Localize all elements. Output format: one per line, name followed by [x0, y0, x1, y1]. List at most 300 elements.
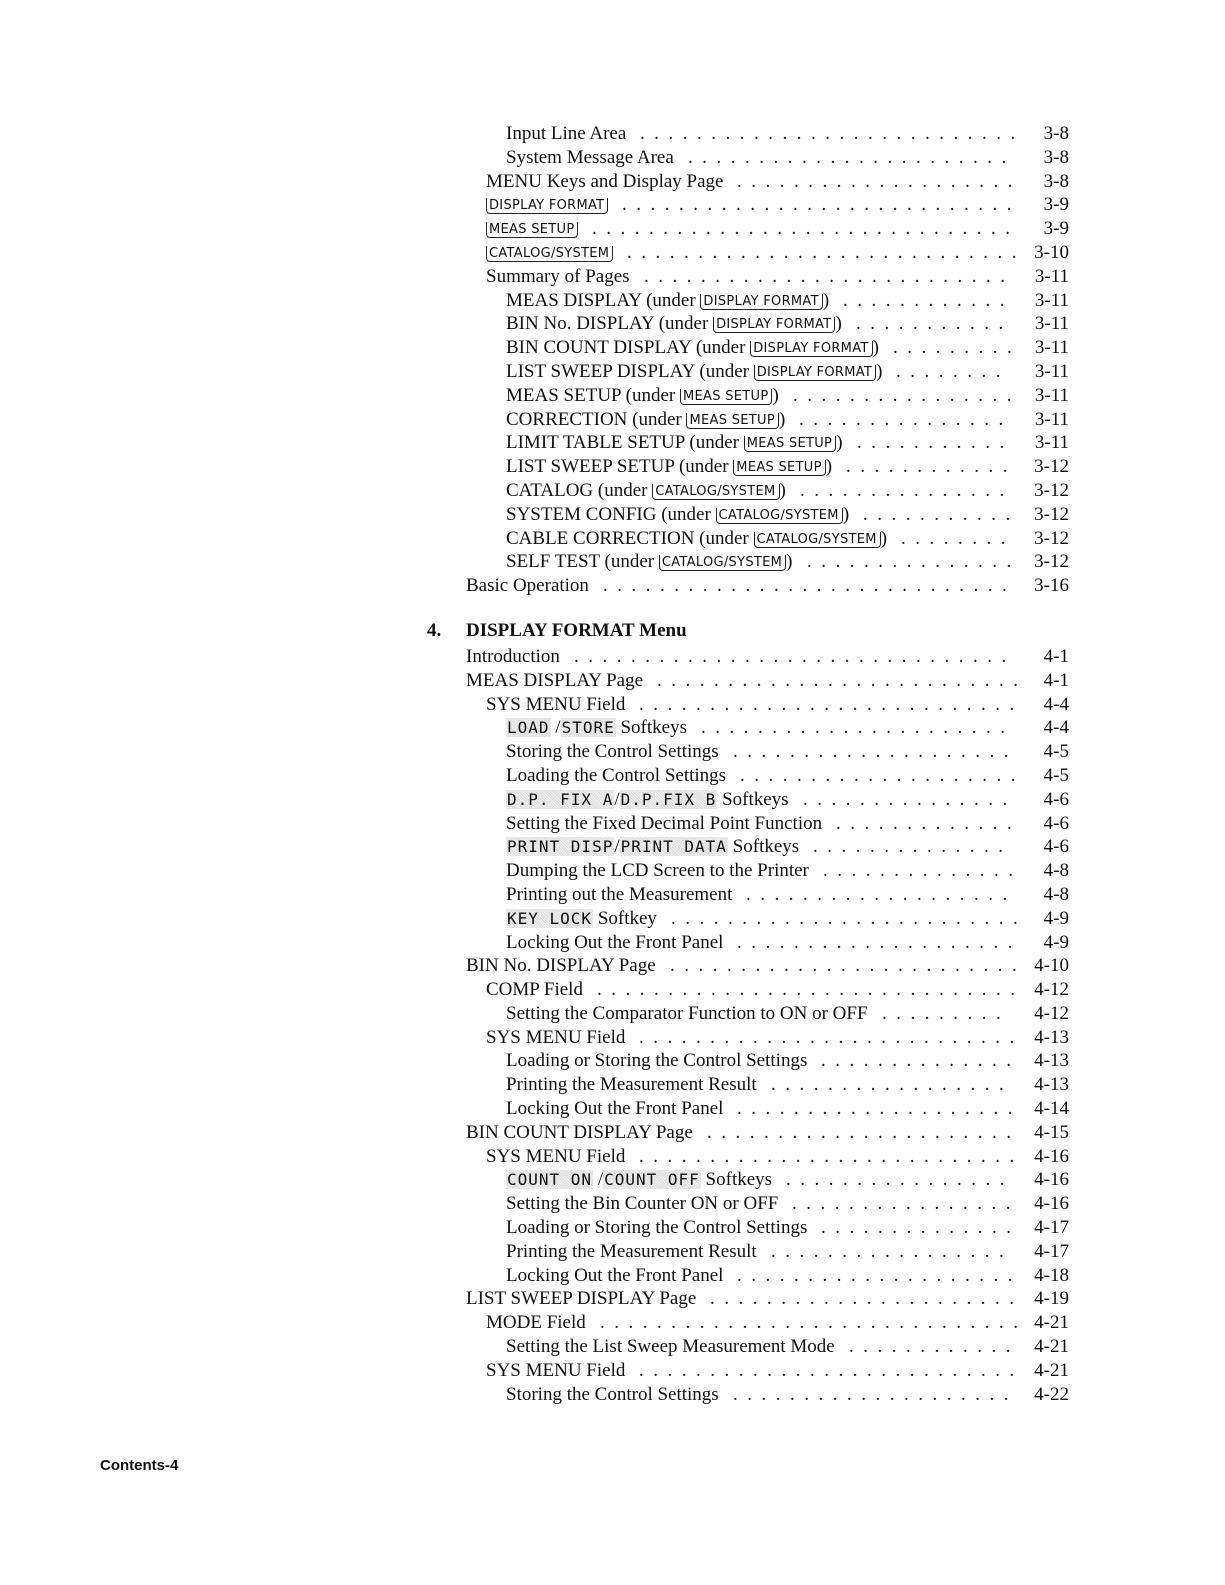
softkey-label: STORE — [561, 718, 615, 738]
hardkey-label: CATALOG/SYSTEM — [716, 508, 843, 524]
toc-entry-text: SYS MENU Field — [486, 1359, 626, 1381]
dot-leader: ........ — [901, 527, 1015, 549]
dot-leader: ............... — [807, 551, 1021, 573]
toc-entry-title — [506, 289, 829, 313]
toc-entry-title — [506, 931, 723, 955]
toc-entry — [0, 479, 1225, 503]
toc-entry-title — [506, 550, 793, 574]
toc-entry-text: Storing the Control Settings — [506, 741, 719, 763]
toc-page-number: 3-8 — [1043, 146, 1069, 168]
toc-entry-title — [486, 1311, 586, 1335]
dot-leader: .............. — [823, 860, 1023, 882]
toc-page-number: 3-9 — [1043, 218, 1069, 240]
toc-page-number: 4-9 — [1043, 907, 1069, 929]
toc-entry-text: BIN No. DISPLAY (under — [506, 313, 714, 335]
toc-entry — [0, 1026, 1225, 1050]
toc-entry-text: Setting the Bin Counter ON or OFF — [506, 1193, 779, 1215]
toc-page-number: 4-5 — [1043, 741, 1069, 763]
toc-entry — [0, 527, 1225, 551]
toc-entry-title — [506, 1192, 778, 1216]
toc-entry-text: ) — [772, 384, 779, 406]
toc-entry-text: COMP Field — [486, 979, 583, 1001]
toc-entry-text: Summary of Pages — [486, 265, 630, 287]
dot-leader: ........... — [857, 432, 1014, 454]
toc-entry-text: Setting the Fixed Decimal Point Function — [506, 812, 823, 834]
page-footer-label: Contents-4 — [100, 1457, 179, 1474]
toc-entry — [0, 241, 1225, 265]
toc-entry — [0, 1121, 1225, 1145]
toc-entry-title — [466, 1287, 696, 1311]
toc-entry — [0, 669, 1225, 693]
softkey-label: COUNT OFF — [604, 1170, 700, 1190]
dot-leader: ................ — [792, 1193, 1020, 1215]
toc-entry-title — [506, 431, 843, 455]
toc-entry-title — [506, 503, 849, 527]
dot-leader: ............ — [849, 1336, 1020, 1358]
toc-entry-text: BIN COUNT DISPLAY Page — [466, 1121, 693, 1143]
toc-entry-text: Softkeys — [727, 836, 800, 858]
toc-entry — [0, 693, 1225, 717]
toc-entry — [0, 455, 1225, 479]
toc-section-chapter-3-continued — [0, 122, 1225, 598]
toc-page-number: 4-21 — [1034, 1312, 1069, 1334]
toc-entry — [0, 146, 1225, 170]
toc-page-number: 3-11 — [1034, 360, 1069, 382]
toc-entry-title — [506, 1002, 868, 1026]
toc-entry-title — [486, 193, 608, 217]
toc-entry-title — [506, 812, 822, 836]
toc-page-number: 3-11 — [1034, 265, 1069, 287]
dot-leader: ............... — [800, 479, 1014, 501]
toc-entry — [0, 574, 1225, 598]
dot-leader: ......................... — [670, 955, 1027, 977]
hardkey-label: DISPLAY FORMAT — [486, 198, 608, 214]
dot-leader: .................... — [740, 764, 1025, 786]
toc-entry-text: / — [614, 836, 620, 858]
toc-entry-text: LIMIT TABLE SETUP (under — [506, 432, 744, 454]
toc-page-number: 3-12 — [1034, 527, 1069, 549]
toc-entry-title — [506, 1335, 835, 1359]
dot-leader: .............. — [813, 836, 1013, 858]
toc-entry — [0, 289, 1225, 313]
dot-leader: ......... — [882, 1002, 1011, 1024]
toc-entry — [0, 1216, 1225, 1240]
toc-page-number: 4-13 — [1034, 1026, 1069, 1048]
toc-entry — [0, 122, 1225, 146]
toc-entry — [0, 1145, 1225, 1169]
softkey-label: D.P.FIX B — [620, 789, 717, 809]
dot-leader: .............. — [821, 1217, 1021, 1239]
toc-page-number: 3-11 — [1034, 432, 1069, 454]
dot-leader: .............................. — [597, 979, 1025, 1001]
toc-entry-title — [486, 693, 625, 717]
toc-entry — [0, 835, 1225, 859]
hardkey-label: CATALOG/SYSTEM — [659, 555, 786, 571]
toc-entry-title — [506, 1264, 723, 1288]
toc-entry-text: BIN COUNT DISPLAY (under — [506, 337, 751, 359]
toc-entry-text: MEAS SETUP (under — [506, 384, 680, 406]
toc-page-number: 4-13 — [1034, 1074, 1069, 1096]
toc-page-number: 4-18 — [1034, 1264, 1069, 1286]
toc-entry-text: LIST SWEEP DISPLAY Page — [466, 1288, 697, 1310]
toc-entry — [0, 788, 1225, 812]
softkey-label: LOAD — [507, 718, 550, 738]
toc-page-number: 4-14 — [1034, 1098, 1069, 1120]
toc-entry — [0, 764, 1225, 788]
toc-entry-text: ) — [872, 337, 879, 359]
toc-entry-title — [506, 835, 799, 859]
toc-entry-text: Softkeys — [717, 788, 789, 810]
toc-entry — [0, 1073, 1225, 1097]
toc-entry-title — [486, 1359, 625, 1383]
hardkey-label: MEAS SETUP — [733, 460, 825, 476]
toc-entry-title — [506, 336, 879, 360]
dot-leader: .............................. — [592, 218, 1020, 240]
toc-entry-text: Softkeys — [615, 717, 687, 739]
hardkey-label: MEAS SETUP — [680, 389, 772, 405]
toc-entry — [0, 931, 1225, 955]
toc-entry-title — [466, 574, 589, 598]
toc-page-number: 4-6 — [1043, 812, 1069, 834]
dot-leader: ................ — [786, 1169, 1014, 1191]
toc-page-number: 4-16 — [1034, 1169, 1069, 1191]
dot-leader: ............. — [836, 812, 1022, 834]
toc-entry-title — [506, 408, 785, 432]
dot-leader: .................... — [737, 931, 1022, 953]
toc-page-number: 3-11 — [1034, 313, 1069, 335]
table-of-contents — [0, 122, 1225, 1406]
softkey-label: PRINT DATA — [620, 837, 727, 857]
toc-page-number: 4-12 — [1034, 979, 1069, 1001]
toc-entry-text: SYS MENU Field — [486, 1026, 626, 1048]
hardkey-label: MEAS SETUP — [686, 413, 778, 429]
toc-entry — [0, 859, 1225, 883]
dot-leader: ................ — [793, 384, 1021, 406]
toc-entry — [0, 384, 1225, 408]
toc-entry-title — [486, 241, 613, 265]
toc-entry-title — [506, 1168, 772, 1192]
toc-entry — [0, 1192, 1225, 1216]
toc-entry-text: SYSTEM CONFIG (under — [506, 503, 716, 525]
toc-entry — [0, 170, 1225, 194]
toc-entry-title — [506, 146, 674, 170]
chapter-title: DISPLAY FORMAT Menu — [466, 619, 687, 641]
toc-page-number: 4-17 — [1034, 1217, 1069, 1239]
toc-page-number: 4-17 — [1034, 1240, 1069, 1262]
toc-entry-text: Introduction — [466, 645, 560, 667]
dot-leader: ........................... — [639, 1359, 1024, 1381]
toc-entry — [0, 954, 1225, 978]
dot-leader: .................... — [737, 1098, 1022, 1120]
toc-entry-title — [506, 1383, 719, 1407]
toc-entry-text: MEAS DISPLAY Page — [466, 669, 644, 691]
toc-entry-title — [506, 360, 882, 384]
dot-leader: ................. — [771, 1074, 1014, 1096]
toc-entry-text: ) — [779, 479, 786, 501]
toc-entry-text: Dumping the LCD Screen to the Printer — [506, 860, 809, 882]
toc-page-number: 4-5 — [1043, 764, 1069, 786]
toc-entry-text: Loading the Control Settings — [506, 764, 727, 786]
toc-entry-text: Printing the Measurement Result — [506, 1240, 757, 1262]
toc-entry — [0, 1264, 1225, 1288]
dot-leader: .......................... — [644, 265, 1015, 287]
toc-entry-text: ) — [876, 360, 883, 382]
toc-entry — [0, 1168, 1225, 1192]
dot-leader: .................... — [737, 1264, 1022, 1286]
toc-entry — [0, 1049, 1225, 1073]
toc-page-number: 3-12 — [1034, 503, 1069, 525]
dot-leader: ................... — [746, 883, 1017, 905]
toc-entry-text: CATALOG (under — [506, 479, 653, 501]
toc-entry — [0, 978, 1225, 1002]
toc-entry-title — [486, 217, 578, 241]
toc-entry-text: Input Line Area — [506, 123, 627, 144]
toc-entry-text: Setting the Comparator Function to ON or OFF — [506, 1002, 868, 1024]
dot-leader: .......................... — [657, 669, 1028, 691]
toc-entry-title — [486, 1145, 625, 1169]
toc-entry-text: System Message Area — [506, 146, 674, 168]
toc-page-number: 4-12 — [1034, 1002, 1069, 1024]
toc-entry — [0, 1311, 1225, 1335]
toc-entry — [0, 217, 1225, 241]
toc-entry-text: BIN No. DISPLAY Page — [466, 955, 656, 977]
toc-page-number: 3-11 — [1034, 384, 1069, 406]
hardkey-label: DISPLAY FORMAT — [750, 341, 872, 357]
hardkey-label: CATALOG/SYSTEM — [486, 246, 613, 262]
dot-leader: ............... — [803, 788, 1017, 810]
toc-entry — [0, 740, 1225, 764]
toc-entry-title — [506, 883, 732, 907]
toc-section-chapter-4 — [0, 645, 1225, 1407]
toc-entry-title — [506, 740, 719, 764]
toc-entry — [0, 312, 1225, 336]
toc-entry-title — [486, 265, 630, 289]
toc-entry-title — [466, 1121, 693, 1145]
toc-page-number: 4-4 — [1043, 717, 1069, 739]
toc-page-number: 4-21 — [1034, 1336, 1069, 1358]
toc-page-number: 4-4 — [1043, 693, 1069, 715]
toc-page-number: 4-16 — [1034, 1145, 1069, 1167]
toc-page-number: 4-8 — [1043, 883, 1069, 905]
dot-leader: ......................... — [671, 907, 1028, 929]
toc-page-number: 4-16 — [1034, 1193, 1069, 1215]
dot-leader: ............ — [846, 456, 1017, 478]
toc-page-number: 4-15 — [1034, 1121, 1069, 1143]
toc-entry-text: Locking Out the Front Panel — [506, 1098, 724, 1120]
dot-leader: .................... — [733, 1383, 1018, 1405]
toc-page-number: 3-9 — [1043, 194, 1069, 216]
dot-leader: ............................... — [574, 645, 1016, 667]
toc-entry — [0, 336, 1225, 360]
toc-entry-title — [506, 1049, 807, 1073]
toc-entry-text: Locking Out the Front Panel — [506, 1264, 724, 1286]
dot-leader: ...................... — [701, 717, 1015, 739]
dot-leader: ............................ — [627, 241, 1026, 263]
toc-entry — [0, 812, 1225, 836]
dot-leader: ........ — [896, 360, 1010, 382]
toc-page-number: 4-6 — [1043, 788, 1069, 810]
dot-leader: ...................... — [707, 1121, 1021, 1143]
toc-entry-title — [506, 455, 832, 479]
toc-entry-text: / — [593, 1169, 604, 1191]
toc-page-number: 4-1 — [1043, 645, 1069, 667]
toc-page-number: 4-9 — [1043, 931, 1069, 953]
toc-entry-text: Softkeys — [700, 1169, 773, 1191]
toc-entry-title — [506, 1240, 757, 1264]
toc-entry-text: SYS MENU Field — [486, 1145, 626, 1167]
toc-entry — [0, 550, 1225, 574]
toc-entry-text: Setting the List Sweep Measurement Mode — [506, 1336, 835, 1358]
toc-entry — [0, 716, 1225, 740]
toc-entry-title — [466, 645, 560, 669]
chapter-heading — [0, 620, 1225, 645]
toc-entry-text: CORRECTION (under — [506, 408, 687, 430]
toc-entry-text: ) — [825, 456, 833, 478]
toc-entry-text: SYS MENU Field — [486, 693, 626, 715]
toc-entry-title — [486, 1026, 625, 1050]
toc-entry — [0, 645, 1225, 669]
toc-entry-text: ) — [836, 432, 843, 454]
toc-entry-text: Storing the Control Settings — [506, 1383, 719, 1405]
dot-leader: ............................ — [622, 194, 1021, 216]
toc-page-number: 3-12 — [1034, 479, 1069, 501]
toc-entry-text: ) — [778, 408, 786, 430]
dot-leader: ........................... — [639, 1026, 1024, 1048]
toc-page-number: 4-8 — [1043, 860, 1069, 882]
toc-page-number: 4-10 — [1034, 955, 1069, 977]
toc-page-number: 3-8 — [1043, 123, 1069, 144]
toc-entry — [0, 408, 1225, 432]
softkey-label: COUNT ON — [507, 1170, 593, 1190]
toc-entry-text: Printing out the Measurement — [506, 883, 733, 905]
toc-entry-title — [486, 978, 583, 1002]
toc-entry — [0, 1359, 1225, 1383]
toc-entry — [0, 1287, 1225, 1311]
hardkey-label: DISPLAY FORMAT — [700, 294, 822, 310]
toc-entry-title — [506, 1073, 757, 1097]
dot-leader: ........... — [856, 313, 1013, 335]
toc-entry-text: MODE Field — [486, 1312, 586, 1334]
toc-entry-title — [486, 170, 723, 194]
dot-leader: ............ — [843, 289, 1014, 311]
toc-entry-title — [506, 907, 657, 931]
hardkey-label: DISPLAY FORMAT — [713, 317, 835, 333]
toc-entry-text: / — [614, 788, 620, 810]
toc-entry-text: ) — [822, 289, 830, 311]
toc-entry — [0, 1240, 1225, 1264]
softkey-label: PRINT DISP — [507, 837, 614, 857]
toc-entry-text: LIST SWEEP SETUP (under — [506, 456, 734, 478]
toc-page-number: 3-8 — [1043, 170, 1069, 192]
toc-entry-title — [466, 954, 656, 978]
toc-entry-title — [506, 1216, 807, 1240]
dot-leader: ............... — [799, 408, 1013, 430]
toc-entry-text: MENU Keys and Display Page — [486, 170, 724, 192]
toc-entry-text: Softkey — [593, 907, 657, 929]
toc-entry — [0, 883, 1225, 907]
toc-entry-text: Loading or Storing the Control Settings — [506, 1217, 808, 1239]
dot-leader: .............. — [821, 1050, 1021, 1072]
toc-entry-title — [506, 312, 842, 336]
toc-page-number: 4-1 — [1043, 669, 1069, 691]
toc-entry — [0, 1002, 1225, 1026]
toc-page-number: 3-12 — [1034, 456, 1069, 478]
toc-entry — [0, 265, 1225, 289]
hardkey-label: CATALOG/SYSTEM — [652, 484, 779, 500]
dot-leader: ........... — [863, 503, 1020, 525]
dot-leader: ................. — [771, 1240, 1014, 1262]
toc-entry — [0, 1383, 1225, 1407]
toc-entry-text: Locking Out the Front Panel — [506, 931, 724, 953]
hardkey-label: MEAS SETUP — [744, 436, 836, 452]
toc-entry-text: ) — [842, 503, 850, 525]
toc-page-number: 3-12 — [1034, 551, 1069, 573]
toc-page-number: 3-16 — [1034, 575, 1069, 597]
dot-leader: ........................... — [639, 1145, 1024, 1167]
toc-entry-title — [506, 384, 779, 408]
toc-entry-text: ) — [835, 313, 842, 335]
toc-entry — [0, 360, 1225, 384]
toc-entry-text: CABLE CORRECTION (under — [506, 527, 754, 549]
toc-entry-text: LIST SWEEP DISPLAY (under — [506, 360, 754, 382]
toc-entry — [0, 193, 1225, 217]
toc-entry-title — [506, 479, 786, 503]
toc-page-number: 4-21 — [1034, 1359, 1069, 1381]
toc-entry-title — [506, 716, 687, 740]
toc-entry-text: Basic Operation — [466, 575, 589, 597]
toc-entry — [0, 503, 1225, 527]
toc-entry-title — [506, 527, 887, 551]
toc-entry-title — [506, 1097, 723, 1121]
toc-entry — [0, 907, 1225, 931]
toc-entry-title — [466, 669, 643, 693]
dot-leader: .................... — [733, 741, 1018, 763]
softkey-label: KEY LOCK — [507, 908, 593, 928]
toc-page-number: 4-13 — [1034, 1050, 1069, 1072]
toc-entry — [0, 1097, 1225, 1121]
toc-page-number: 4-6 — [1043, 836, 1069, 858]
toc-page-number: 4-22 — [1034, 1383, 1069, 1405]
dot-leader: ........................... — [639, 693, 1024, 715]
toc-entry-title — [506, 764, 726, 788]
chapter-number: 4. — [427, 619, 442, 641]
toc-entry-text: Printing the Measurement Result — [506, 1074, 757, 1096]
toc-entry-text: ) — [880, 527, 888, 549]
dot-leader: ........................... — [640, 123, 1025, 144]
hardkey-label: DISPLAY FORMAT — [754, 365, 876, 381]
toc-entry-text: SELF TEST (under — [506, 551, 659, 573]
toc-page-number: 4-19 — [1034, 1288, 1069, 1310]
dot-leader: .............................. — [600, 1312, 1028, 1334]
toc-entry — [0, 1335, 1225, 1359]
toc-entry-text: Loading or Storing the Control Settings — [506, 1050, 808, 1072]
toc-page-number: 3-10 — [1034, 241, 1069, 263]
toc-entry-text: ) — [786, 551, 793, 573]
toc-entry-text: MEAS DISPLAY (under — [506, 289, 701, 311]
toc-entry — [0, 431, 1225, 455]
toc-page-number: 3-11 — [1034, 408, 1069, 430]
dot-leader: ............................. — [603, 575, 1017, 597]
toc-entry-title — [506, 859, 809, 883]
toc-entry-title — [506, 788, 789, 812]
dot-leader: ....................... — [688, 146, 1016, 168]
dot-leader: ...................... — [710, 1288, 1024, 1310]
dot-leader: ......... — [893, 337, 1022, 359]
toc-entry-text: / — [550, 717, 561, 739]
hardkey-label: MEAS SETUP — [486, 222, 578, 238]
toc-entry-title — [506, 122, 626, 146]
softkey-label: D.P. FIX A — [507, 789, 614, 809]
